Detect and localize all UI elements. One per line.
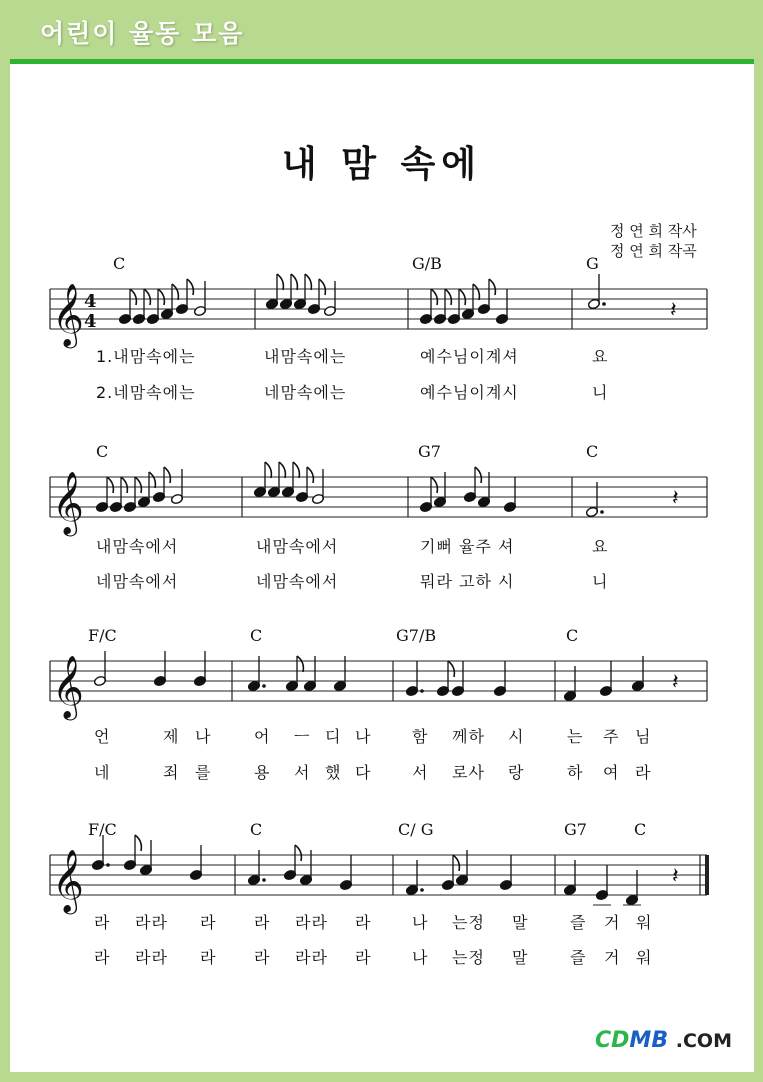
chord: C [586, 442, 599, 461]
staff-system-3 [10, 641, 754, 718]
lyric-syllable: 랑 [508, 763, 525, 782]
quarter-rest-icon: 𝄽 [672, 486, 679, 511]
note-flag [158, 289, 164, 305]
note-flag [431, 289, 437, 305]
note-flag [291, 274, 297, 290]
lyric-verse2: 니 [592, 383, 609, 402]
lyric-syllable: 거 [604, 913, 621, 932]
note-flag [459, 289, 465, 305]
sheet-music-page [10, 64, 754, 1072]
note-flag [149, 472, 155, 488]
chord: G7/B [396, 626, 437, 645]
lyric-verse2: 니 [592, 572, 609, 591]
lyric-syllable: 말 [512, 948, 529, 967]
chord: F/C [88, 626, 117, 645]
brand-part3: .COM [675, 1030, 732, 1052]
note-flag [144, 289, 150, 305]
lyric-syllable: 라 [635, 763, 652, 782]
brand-part2: MB [629, 1028, 669, 1053]
note-flag [431, 477, 437, 493]
lyric-syllable: 라라 [295, 948, 328, 967]
treble-clef-icon: 𝄞 [52, 471, 84, 534]
lyric-syllable: 말 [512, 913, 529, 932]
lyric-verse2: 네맘속에는 [264, 383, 347, 402]
lyric-verse1: 1.내맘속에는 [96, 347, 196, 366]
lyric-verse1: 요 [592, 537, 609, 556]
chord: F/C [88, 820, 117, 839]
lyric-syllable: 죄 [163, 763, 180, 782]
note-flag [277, 274, 283, 290]
note-flag [107, 477, 113, 493]
note-flag [293, 462, 299, 478]
note-flag [130, 289, 136, 305]
lyric-syllable: 제 [163, 727, 180, 746]
lyric-syllable: 라 [200, 948, 217, 967]
chord: C [96, 442, 109, 461]
chord: C [113, 254, 126, 273]
note-dot [106, 863, 110, 867]
lyric-syllable: 라라 [295, 913, 328, 932]
lyric-syllable: 라 [94, 913, 111, 932]
note-flag [473, 284, 479, 300]
header-title: 어린이 율동 모음 [40, 19, 245, 48]
lyric-syllable: 나 [195, 727, 212, 746]
note-flag [164, 467, 170, 483]
lyricist-credit: 정 연 희 작사 [610, 222, 697, 240]
lyric-syllable: 주 [603, 727, 620, 746]
header-bar [0, 0, 763, 62]
lyric-syllable: 나 [412, 948, 429, 967]
lyric-syllable: 여 [603, 763, 620, 782]
lyric-syllable: ㅡ [294, 727, 311, 746]
staff-system-1 [10, 269, 754, 346]
lyric-syllable: 나 [412, 913, 429, 932]
lyric-verse2: 네맘속에서 [256, 572, 339, 591]
chord: C [250, 820, 263, 839]
lyric-syllable: 용 [254, 763, 271, 782]
brand-logo [595, 1028, 732, 1053]
note-flag [265, 462, 271, 478]
lyric-verse1: 요 [592, 347, 609, 366]
lyric-verse1: 내맘속에서 [256, 537, 339, 556]
quarter-rest-icon: 𝄽 [672, 670, 679, 695]
note-flag [307, 467, 313, 483]
quarter-rest-icon: 𝄽 [670, 298, 677, 323]
composer-credit: 정 연 희 작곡 [610, 242, 697, 260]
brand-part1: CD [595, 1028, 630, 1053]
time-signature-top: 4 [84, 291, 97, 312]
chord: C [566, 626, 579, 645]
lyric-syllable: 께하 [452, 727, 485, 746]
note-flag [489, 279, 495, 295]
lyric-verse2: 뭐라 고하 시 [420, 572, 515, 591]
lyric-syllable: 라 [254, 948, 271, 967]
lyric-syllable: 라 [94, 948, 111, 967]
note-flag [475, 467, 481, 483]
note-dot [420, 689, 424, 693]
lyric-syllable: 다 [355, 763, 372, 782]
chord: G/B [412, 254, 442, 273]
treble-clef-icon: 𝄞 [52, 849, 84, 912]
lyric-syllable: 시 [508, 727, 525, 746]
lyric-verse1: 내맘속에서 [96, 537, 179, 556]
note-flag [121, 477, 127, 493]
note-dot [600, 510, 604, 514]
lyric-syllable: 라라 [135, 948, 168, 967]
lyric-syllable: 했 [325, 763, 342, 782]
note-flag [295, 845, 301, 861]
lyric-syllable: 워 [636, 913, 653, 932]
lyric-verse2: 네맘속에서 [96, 572, 179, 591]
note-flag [445, 289, 451, 305]
lyric-syllable: 는 [567, 727, 584, 746]
lyric-syllable: 는정 [452, 948, 485, 967]
chord: G7 [564, 820, 587, 839]
lyric-syllable: 즐 [570, 913, 587, 932]
lyric-syllable: 디 [325, 727, 342, 746]
note-dot [262, 878, 266, 882]
note-flag [448, 661, 454, 677]
note-flag [187, 279, 193, 295]
lyric-syllable: 라 [355, 913, 372, 932]
note-flag [319, 279, 325, 295]
lyric-verse2: 2.네맘속에는 [96, 383, 196, 402]
staff-system-4 [10, 835, 754, 912]
lyric-syllable: 서 [294, 763, 311, 782]
chord: C [634, 820, 647, 839]
lyric-verse1: 내맘속에는 [264, 347, 347, 366]
lyric-syllable: 어 [254, 727, 271, 746]
note-flag [135, 835, 141, 851]
staff-system-2 [10, 457, 754, 534]
lyric-syllable: 함 [412, 727, 429, 746]
lyric-syllable: 는정 [452, 913, 485, 932]
note-flag [279, 462, 285, 478]
note-flag [297, 656, 303, 672]
chord: G [586, 254, 599, 273]
lyric-verse1: 기뻐 율주 셔 [420, 537, 515, 556]
time-signature-bottom: 4 [84, 311, 97, 332]
lyric-syllable: 라 [355, 948, 372, 967]
chord: C/ G [398, 820, 434, 839]
lyric-syllable: 하 [567, 763, 584, 782]
treble-clef-icon: 𝄞 [52, 655, 84, 718]
note-flag [135, 477, 141, 493]
lyric-syllable: 서 [412, 763, 429, 782]
lyric-verse1: 예수님이계셔 [420, 347, 519, 366]
note-flag [305, 274, 311, 290]
note-dot [262, 684, 266, 688]
lyric-syllable: 거 [604, 948, 621, 967]
note-flag [453, 855, 459, 871]
lyric-syllable: 워 [636, 948, 653, 967]
lyric-syllable: 나 [355, 727, 372, 746]
lyric-syllable: 네 [94, 763, 111, 782]
lyric-syllable: 로사 [452, 763, 485, 782]
song-title: 내 맘 속에 [281, 144, 483, 185]
lyric-syllable: 라 [200, 913, 217, 932]
treble-clef-icon: 𝄞 [52, 283, 84, 346]
quarter-rest-icon: 𝄽 [672, 864, 679, 889]
lyric-verse2: 예수님이계시 [420, 383, 519, 402]
note-flag [172, 284, 178, 300]
lyric-syllable: 님 [635, 727, 652, 746]
chord: C [250, 626, 263, 645]
chord: G7 [418, 442, 441, 461]
lyric-syllable: 라라 [135, 913, 168, 932]
note-dot [420, 888, 424, 892]
lyric-syllable: 를 [195, 763, 212, 782]
lyric-syllable: 라 [254, 913, 271, 932]
lyric-syllable: 즐 [570, 948, 587, 967]
note-dot [602, 302, 606, 306]
lyric-syllable: 언 [94, 727, 111, 746]
